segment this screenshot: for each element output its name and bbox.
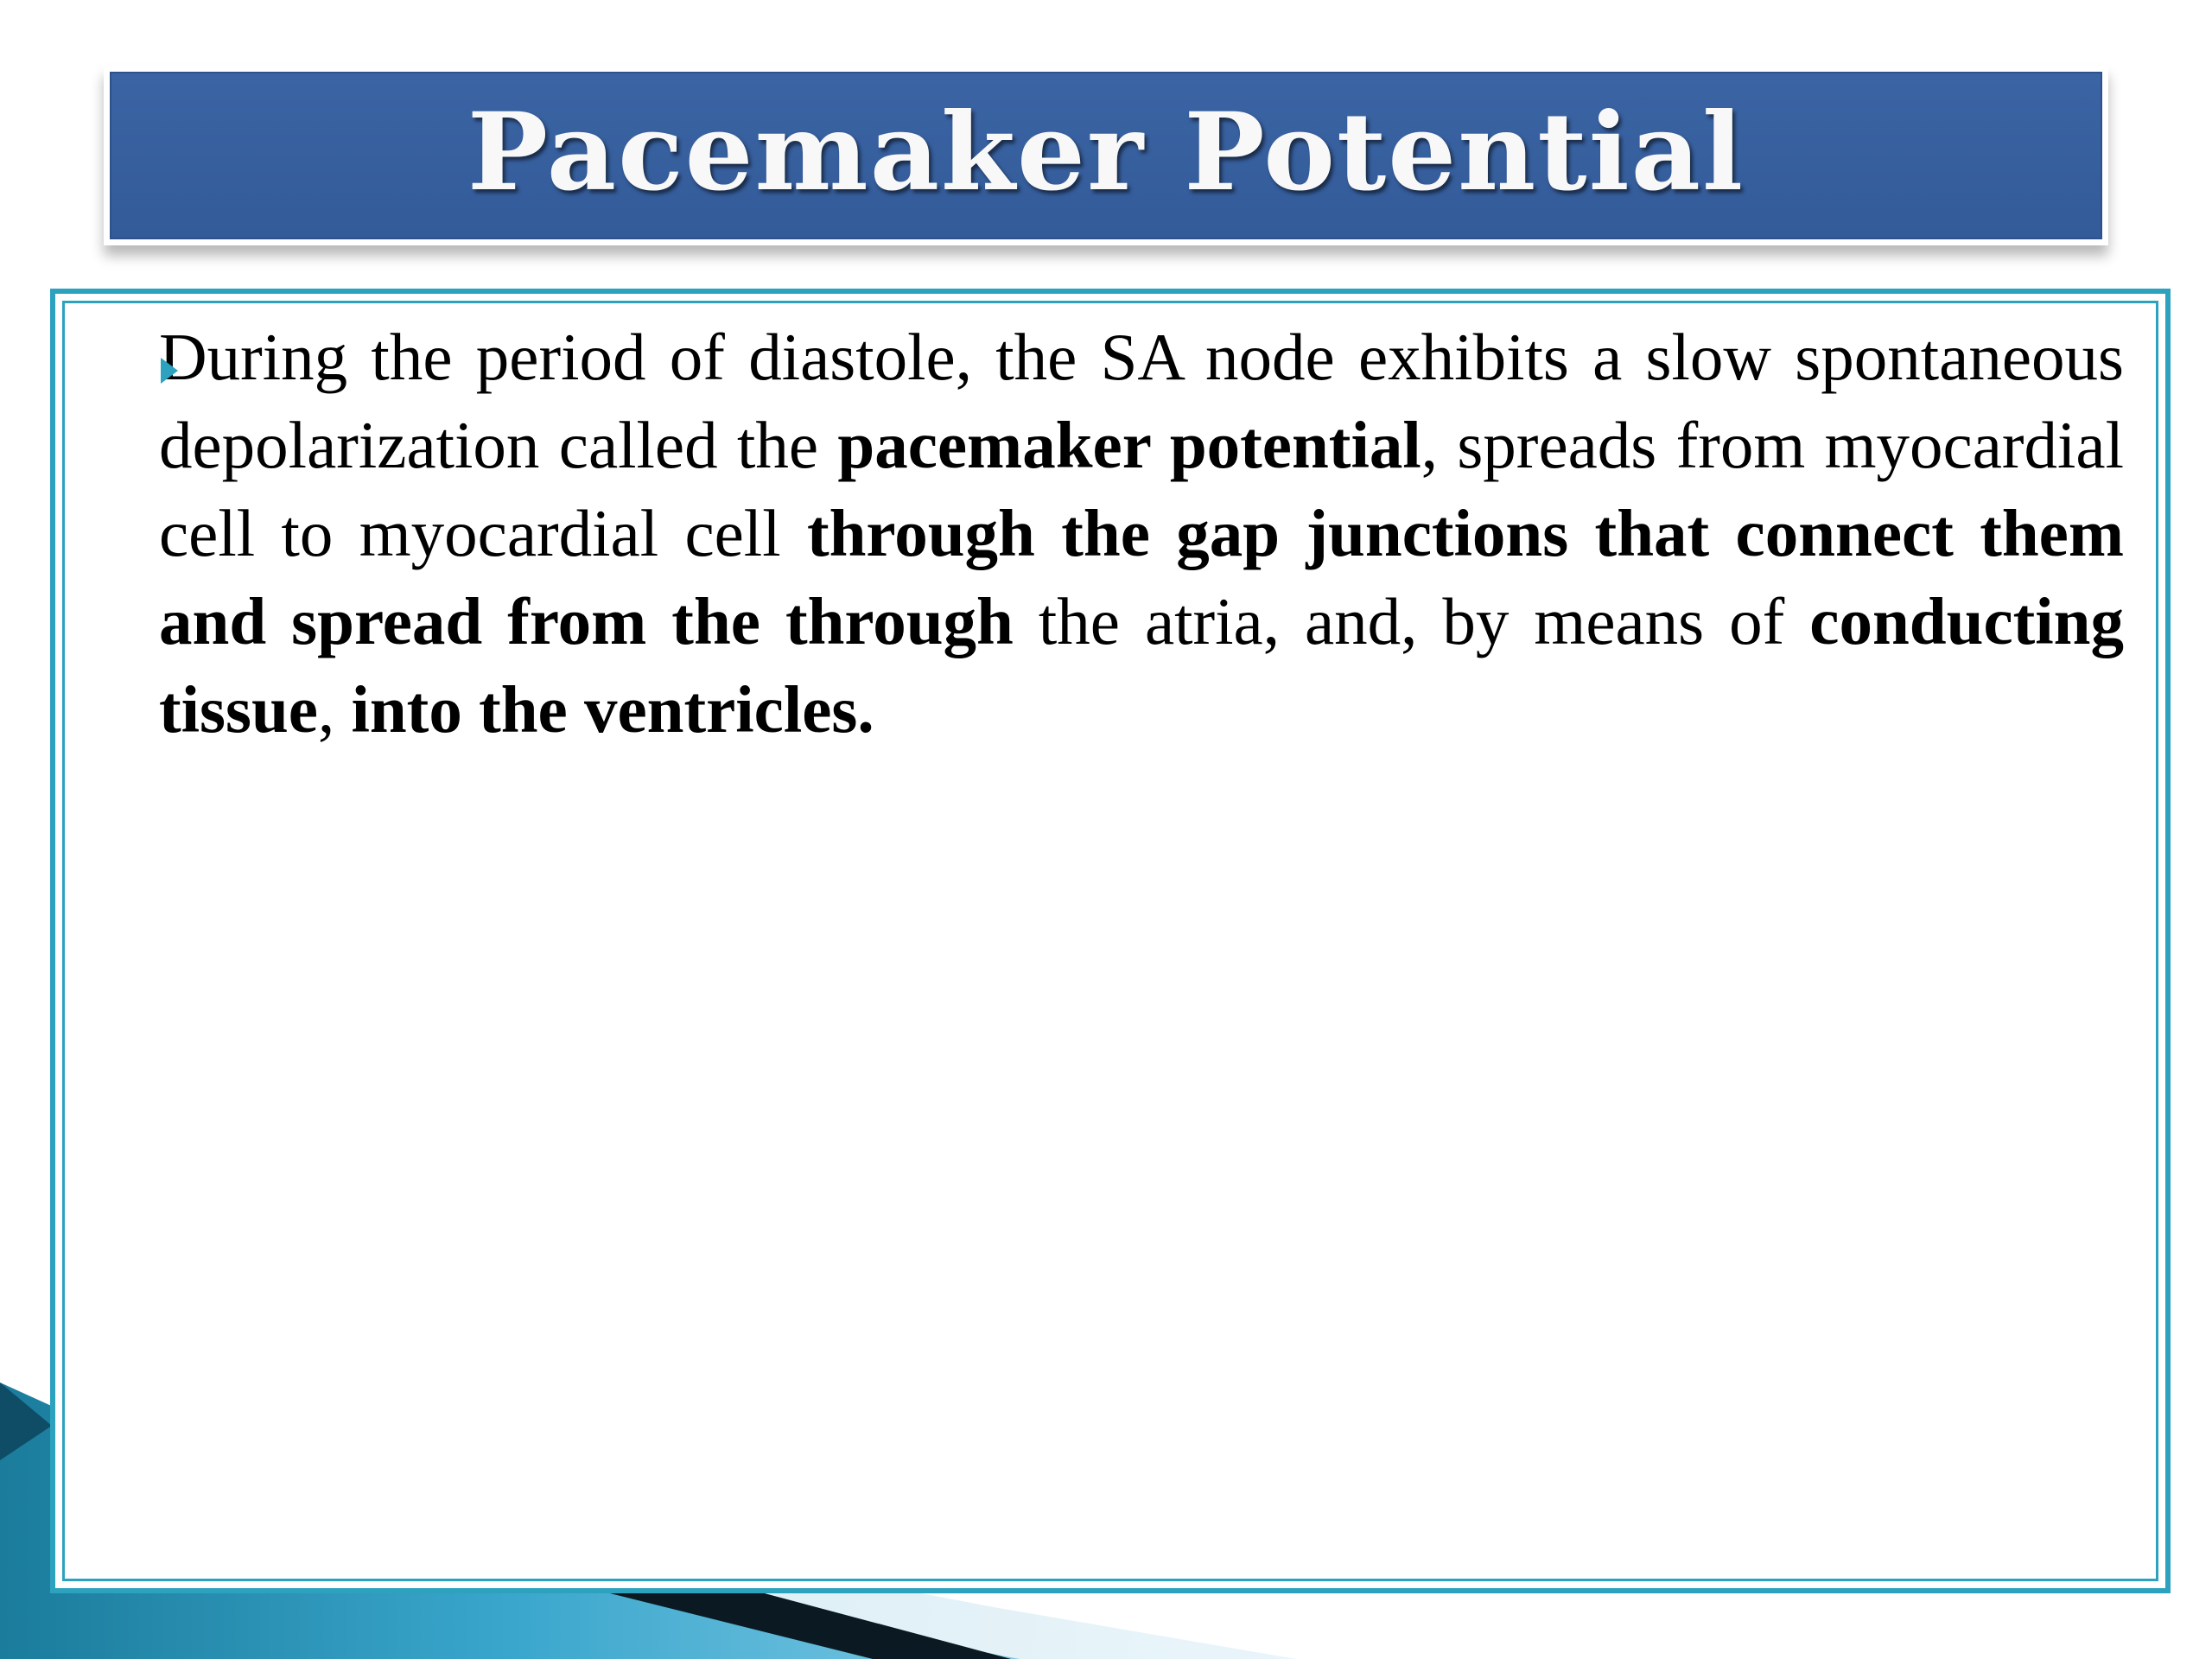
text-run: , spreads from myocardial cell to myocardial cell: [159, 408, 2124, 570]
text-run: ,: [317, 672, 352, 747]
bullet-arrow-icon: [161, 358, 178, 384]
text-run: the atria, and, by means of: [1013, 584, 1810, 658]
text-run: During the period of diastole, the SA node exhibits a slow spontaneous depolarization called the: [159, 320, 2124, 482]
content-box: [50, 289, 2171, 1593]
bold-term-conducting-tissue: conducting tissue: [159, 584, 2124, 747]
bold-phrase-gap-junctions: through the gap junctions that connect them and spread from the through: [159, 496, 2124, 658]
bullet-text: [159, 313, 2124, 753]
bold-phrase-into-ventricles: into the ventricles.: [351, 672, 874, 747]
title-bar: [110, 72, 2102, 239]
slide-title: Pacemaker Potential: [467, 90, 1745, 215]
bullet-item: [111, 313, 2124, 753]
bold-term-pacemaker-potential: pacemaker potential: [837, 408, 1421, 482]
title-banner: [104, 66, 2108, 245]
